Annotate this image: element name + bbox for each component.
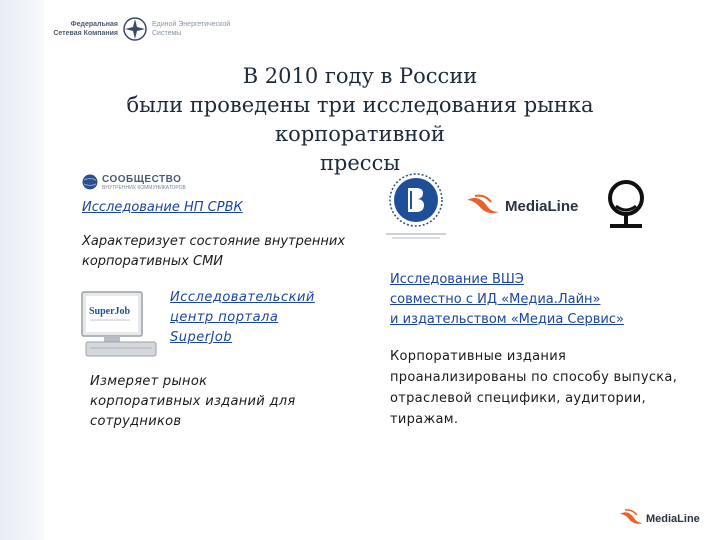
hse-logo-icon (380, 170, 452, 242)
left-decor-strip (0, 0, 44, 540)
study-srvk-description: Характеризует состояние внутренних корпоративных СМИ (82, 234, 346, 269)
superjob-monitor-icon (80, 290, 162, 360)
magnifier-stand-icon (602, 178, 650, 230)
study-hse-link-line-3: и издательством «Медиа Сервис» (390, 312, 624, 327)
study-srvk-link[interactable]: Исследование НП СРВК (82, 200, 243, 215)
study-hse-description: Корпоративные издания проанализированы по способу выпуска, отраслевой специфики, аудитории, тиражам. (390, 349, 678, 427)
title-line-1: В 2010 году в России (242, 64, 478, 88)
srvk-logo-name: СООБЩЕСТВО (102, 173, 182, 185)
slide-title (40, 62, 680, 178)
study-superjob-link[interactable] (170, 288, 340, 348)
title-line-2: были проведены три исследования рынка корпоративной (126, 93, 594, 146)
header-logo (48, 14, 258, 44)
medialine-logo-text: MediaLine (505, 198, 579, 215)
study-hse-link-line-2: совместно с ИД «Медиа.Лайн» (390, 292, 601, 307)
footer-medialine-logo-icon (618, 506, 710, 530)
study-hse-link-line-1: Исследование ВШЭ (390, 272, 524, 287)
superjob-monitor-label: SuperJob (89, 306, 131, 317)
fsk-emblem-icon (122, 16, 148, 42)
footer-medialine-logo-text: MediaLine (646, 513, 700, 525)
study-superjob-description: Измеряет рынок корпоративных изданий для сотрудников (90, 374, 296, 429)
srvk-logo-sub: ВНУТРЕННИХ КОММУНИКАТОРОВ (102, 184, 186, 191)
srvk-logo (82, 172, 202, 192)
study-superjob-link-line-2: центр портала (170, 310, 279, 325)
srvk-globe-icon (82, 174, 98, 190)
ees-logo-text: Единой Энергетической Системы (152, 21, 231, 37)
study-superjob-link-line-3: SuperJob (170, 330, 233, 345)
study-hse-link[interactable] (390, 270, 680, 330)
medialine-logo-icon (465, 192, 590, 218)
title-line-3: прессы (319, 151, 401, 175)
fsk-logo-text: Федеральная Сетевая Компания (53, 21, 118, 37)
study-superjob-link-line-1: Исследовательский (170, 290, 315, 305)
